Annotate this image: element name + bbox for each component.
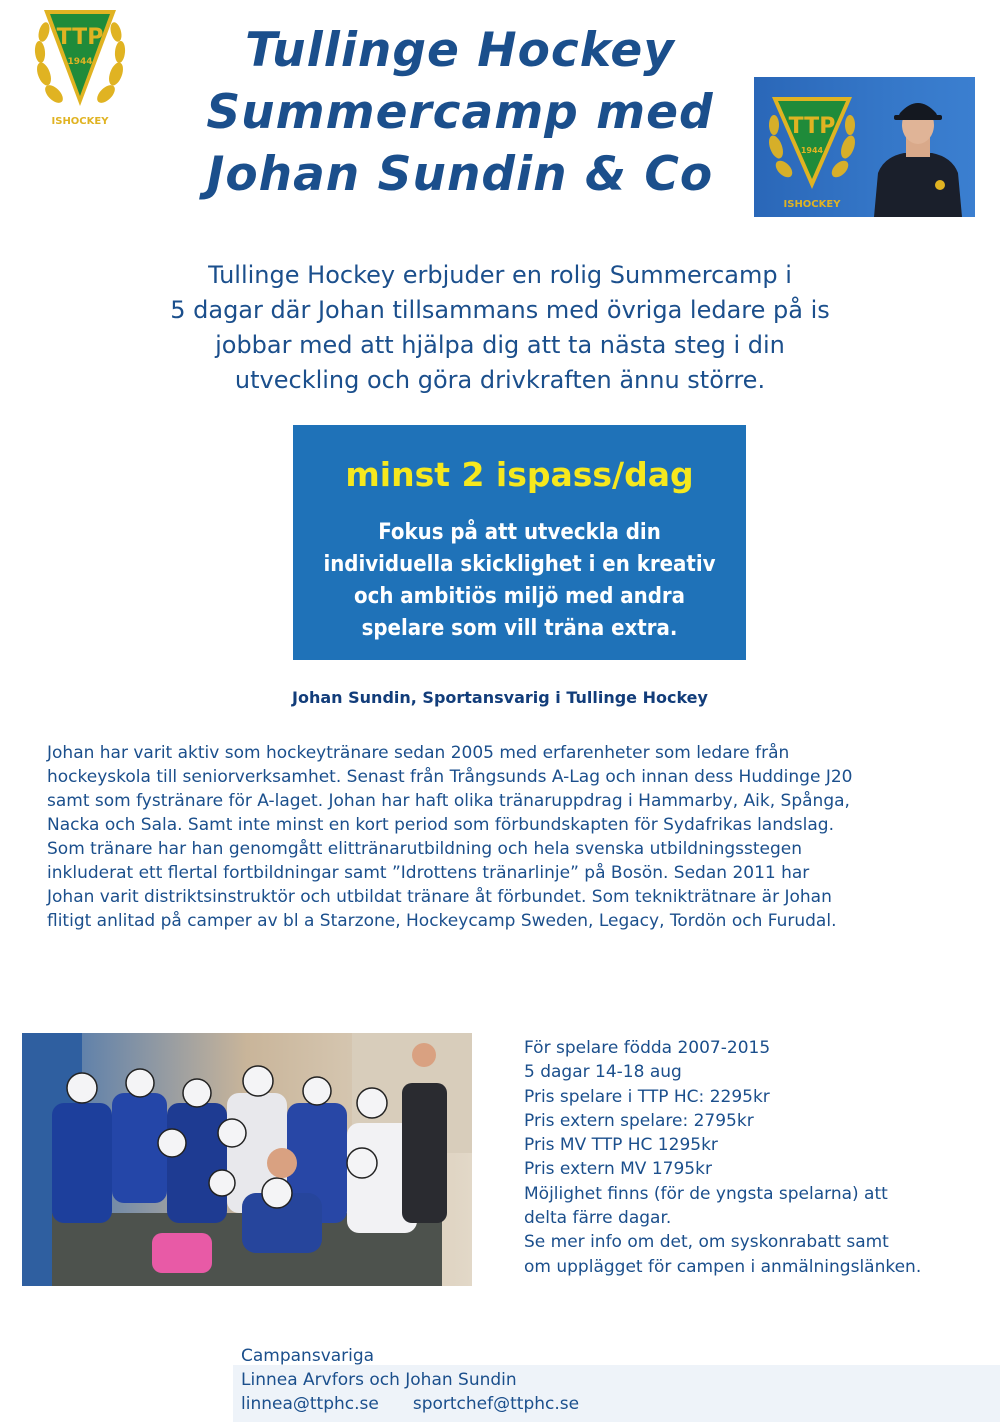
focus-headline: minst 2 ispass/dag: [345, 455, 694, 494]
svg-text:1944: 1944: [67, 57, 93, 67]
focus-text: Fokus på att utveckla din individuella skicklighet i en kreativ och ambitiös miljö med andra spelare som vill träna extra.: [323, 520, 716, 641]
svg-text:1944: 1944: [800, 146, 824, 155]
coach-bio: Johan har varit aktiv som hockeytränare sedan 2005 med erfarenheter som ledare från hockeyskola till seniorverksamhet. Senast från Trångsunds A-Lag och innan dess Huddinge J20 samt som fystränare för A-laget. Johan har haft olika tränaruppdrag i Hammarby, Aik, Spånga, Nacka och Sala. Samt inte minst en kort period som förbundskapten för Sydafrikas landslag. Som tränare har han genomgått elittränarutbildning och hela svenska utbildningsstegen inkluderat ett flertal fortbildningar samt ”Idrottens tränarlinje” på Bosön. Sedan 2011 har Johan varit distriktsinstruktör och utbildat tränare åt förbundet. Som teknikträtnare är Johan flitigt anlitad på camper av bl a Starzone, Hockeycamp Sweden, Legacy, Tordön och Furudal.: [47, 743, 853, 931]
page-title: [150, 20, 770, 206]
svg-text:ISHOCKEY: ISHOCKEY: [51, 116, 109, 127]
intro-paragraph: Tullinge Hockey erbjuder en rolig Summercamp i 5 dagar där Johan tillsammans med övriga ledare på is jobbar med att hjälpa dig att ta nästa steg i din utveckling och göra drivkraften ännu större.: [170, 261, 830, 394]
email-link-sportchef[interactable]: sportchef@ttphc.se: [412, 1394, 580, 1414]
team-photo: [22, 1033, 472, 1286]
contacts-names: Linnea Arvfors och Johan Sundin: [241, 1370, 517, 1390]
coach-photo: [754, 77, 975, 217]
title-line-2: Summercamp med: [206, 85, 714, 140]
ttp-logo-icon: [30, 4, 130, 128]
title-line-3: Johan Sundin & Co: [206, 147, 714, 202]
svg-text:TTP: TTP: [56, 25, 104, 50]
camp-info: För spelare födda 2007-2015 5 dagar 14-18 aug Pris spelare i TTP HC: 2295kr Pris extern spelare: 2795kr Pris MV TTP HC 1295kr Pris extern MV 1795kr Möjlighet finns (för de yngsta spelarna) att delta färre dagar. Se mer info om det, om syskonrabatt samt om upplägget för campen i anmälningslänken.: [524, 1038, 922, 1277]
svg-text:ISHOCKEY: ISHOCKEY: [783, 199, 841, 210]
contact-emails: [241, 1392, 941, 1416]
club-logo: [30, 4, 130, 128]
title-line-1: Tullinge Hockey: [245, 23, 675, 78]
focus-box: [293, 425, 746, 660]
coach-subheading: Johan Sundin, Sportansvarig i Tullinge Hockey: [292, 688, 708, 707]
email-link-linnea[interactable]: linnea@ttphc.se: [241, 1394, 379, 1414]
contacts: [241, 1344, 941, 1416]
contacts-heading: Campansvariga: [241, 1346, 375, 1366]
svg-text:TTP: TTP: [788, 114, 836, 139]
